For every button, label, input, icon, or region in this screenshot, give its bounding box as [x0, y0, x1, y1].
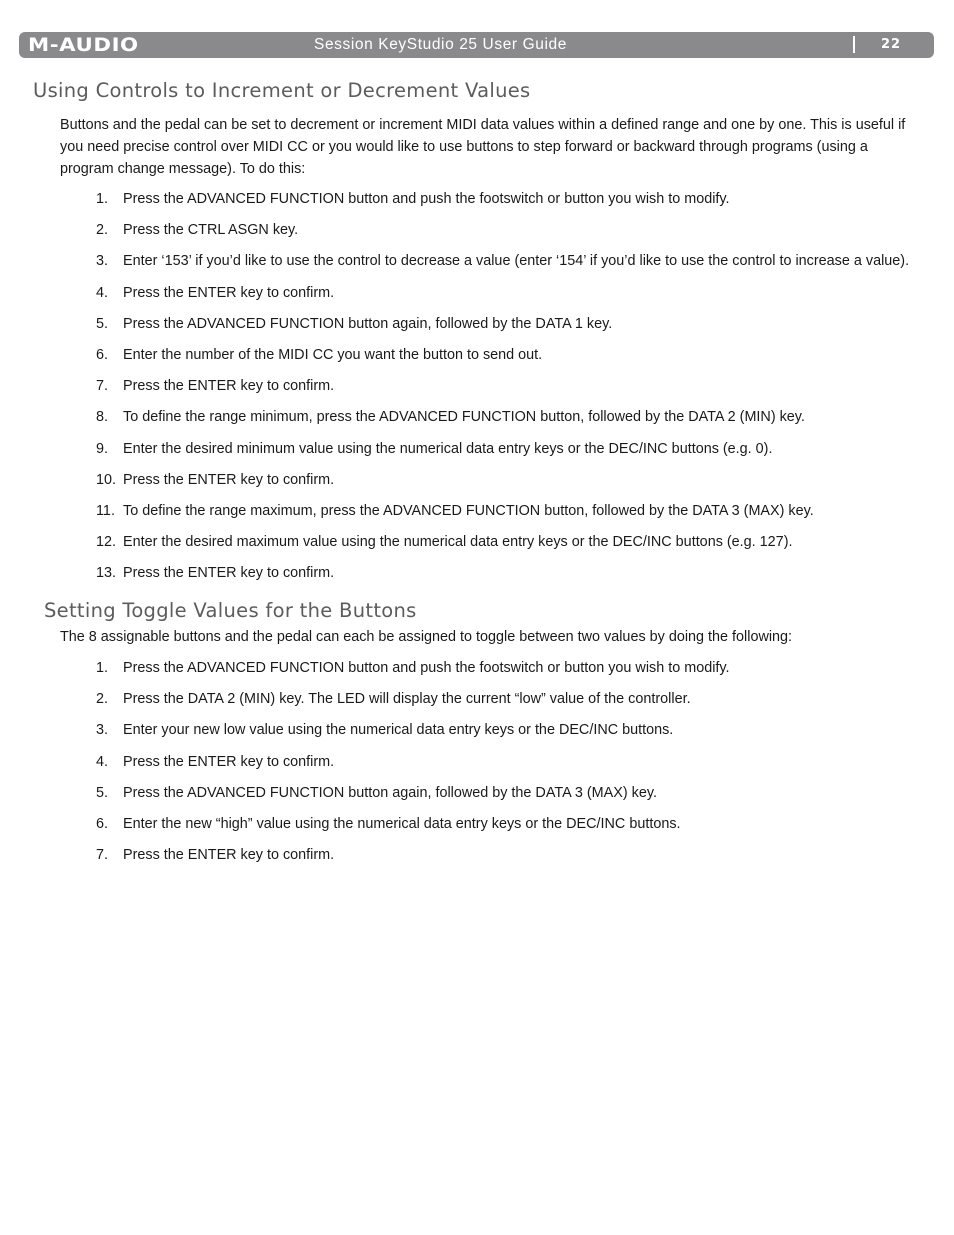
- step-item: [0, 250, 954, 281]
- step-text: Press the ADVANCED FUNCTION button again, followed by the DATA 3 (MAX) key.: [123, 784, 657, 801]
- step-text: Press the ADVANCED FUNCTION button and push the footswitch or button you wish to modify.: [123, 191, 730, 207]
- step-text: Press the ENTER key to confirm.: [123, 284, 335, 301]
- page-number: 22: [881, 37, 902, 52]
- step-item: [0, 688, 954, 719]
- step-number: 4.: [96, 753, 109, 770]
- step-number: 2.: [96, 222, 109, 239]
- steps-list-increment-decrement: [0, 188, 954, 593]
- step-text: Enter the desired maximum value using the numerical data entry keys or the DEC/INC buttons (e.g. 127).: [123, 534, 793, 551]
- step-item: [0, 657, 954, 688]
- step-item: [0, 344, 954, 375]
- step-item: [0, 219, 954, 250]
- step-text: Press the DATA 2 (MIN) key. The LED will display the current “low” value of the controller.: [123, 691, 691, 708]
- step-text: Enter the number of the MIDI CC you want the button to send out.: [123, 346, 543, 363]
- step-text: Press the ENTER key to confirm.: [123, 378, 335, 395]
- section-heading-toggle-values: Setting Toggle Values for the Buttons: [44, 599, 417, 622]
- step-item: [0, 813, 954, 844]
- step-item: [0, 438, 954, 469]
- step-text: Enter the desired minimum value using the numerical data entry keys or the DEC/INC buttons (e.g. 0).: [123, 440, 773, 457]
- step-text: Press the ENTER key to confirm.: [123, 471, 335, 488]
- step-number: 3.: [96, 722, 109, 739]
- step-text: Press the ADVANCED FUNCTION button and push the footswitch or button you wish to modify.: [123, 660, 730, 676]
- header-divider: [853, 36, 855, 53]
- step-number: 8.: [96, 409, 109, 426]
- steps-list-toggle-values: [0, 657, 954, 875]
- step-text: Press the ENTER key to confirm.: [123, 753, 335, 770]
- step-item: [0, 469, 954, 500]
- step-item: [0, 531, 954, 562]
- step-item: [0, 562, 954, 593]
- step-number: 13.: [96, 565, 117, 582]
- step-text: Enter the new “high” value using the numerical data entry keys or the DEC/INC buttons.: [123, 815, 681, 832]
- step-item: [0, 375, 954, 406]
- step-number: 4.: [96, 284, 109, 301]
- step-number: 11.: [96, 502, 115, 519]
- step-number: 5.: [96, 315, 109, 332]
- step-item: [0, 282, 954, 313]
- brand-logo: M-AUDIO: [28, 34, 139, 56]
- step-number: 7.: [96, 847, 109, 864]
- step-text: Press the CTRL ASGN key.: [123, 222, 299, 239]
- step-text: Press the ADVANCED FUNCTION button again, followed by the DATA 1 key.: [123, 315, 613, 332]
- page-header: [19, 32, 934, 58]
- step-item: [0, 844, 954, 875]
- guide-title: Session KeyStudio 25 User Guide: [314, 36, 567, 53]
- step-text: Press the ENTER key to confirm.: [123, 847, 335, 864]
- step-number: 3.: [96, 253, 109, 270]
- section-intro: The 8 assignable buttons and the pedal can each be assigned to toggle between two values by doing the following:: [60, 629, 793, 645]
- step-text: Press the ENTER key to confirm.: [123, 565, 335, 582]
- step-item: [0, 782, 954, 813]
- step-item: [0, 751, 954, 782]
- step-number: 9.: [96, 440, 109, 457]
- step-item: [0, 406, 954, 437]
- step-item: [0, 313, 954, 344]
- step-number: 1.: [96, 191, 109, 207]
- step-number: 5.: [96, 784, 109, 801]
- step-number: 1.: [96, 660, 109, 676]
- step-text: Enter your new low value using the numerical data entry keys or the DEC/INC buttons.: [123, 722, 674, 739]
- step-item: [0, 188, 954, 219]
- step-text: Enter ‘153’ if you’d like to use the control to decrease a value (enter ‘154’ if you’d like to use the control to increase a value).: [123, 253, 910, 270]
- step-number: 2.: [96, 691, 109, 708]
- step-number: 7.: [96, 378, 109, 395]
- step-number: 10.: [96, 471, 117, 488]
- section-intro: Buttons and the pedal can be set to decrement or increment MIDI data values within a defined range and one by one. This is useful if you need precise control over MIDI CC or you would like to use buttons to step forward or backward through programs (using a program change message). To do this:: [60, 117, 906, 177]
- step-number: 12.: [96, 534, 117, 551]
- step-item: [0, 719, 954, 750]
- step-text: To define the range minimum, press the ADVANCED FUNCTION button, followed by the DATA 2 (MIN) key.: [123, 409, 805, 426]
- step-number: 6.: [96, 815, 109, 832]
- section-heading-increment-decrement: Using Controls to Increment or Decrement Values: [33, 79, 531, 102]
- step-number: 6.: [96, 346, 109, 363]
- step-text: To define the range maximum, press the ADVANCED FUNCTION button, followed by the DATA 3 (MAX) key.: [123, 502, 814, 519]
- step-item: [0, 500, 954, 531]
